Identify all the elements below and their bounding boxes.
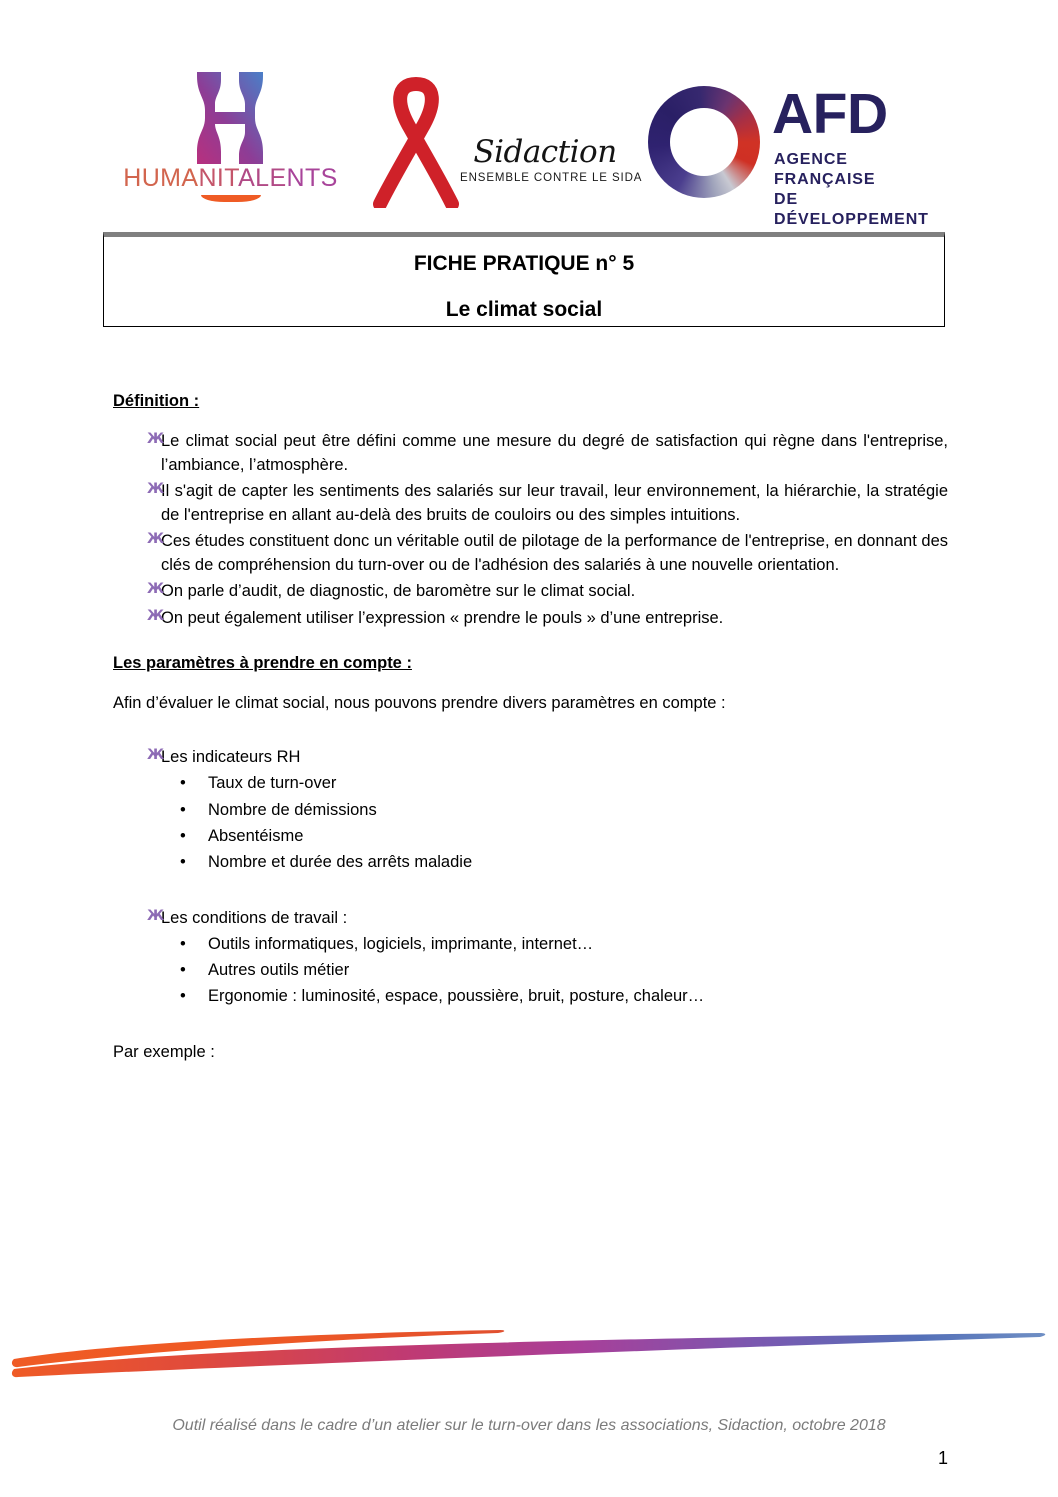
bullet-item: [113, 745, 948, 769]
afd-tagline-line1: AGENCE FRANÇAISE: [774, 151, 876, 188]
list-item: [113, 798, 948, 822]
humanitalents-bullet-icon: Ж: [147, 907, 165, 924]
bullet-text: Les indicateurs RH: [161, 748, 301, 767]
list-item-label: Nombre et durée des arrêts maladie: [208, 852, 473, 871]
bullet-item: [113, 529, 948, 577]
section-heading-definition: Définition :: [113, 392, 200, 410]
footer-swoosh-graphic: [0, 1319, 1058, 1389]
list-item: [113, 958, 948, 982]
list-item: [113, 771, 948, 795]
header-logo-bar: [0, 58, 1058, 228]
bullet-item: [113, 429, 948, 477]
humanitalents-bullet-icon: Ж: [147, 607, 165, 624]
afd-wordmark: AFD: [772, 82, 888, 146]
humanitalents-bullet-icon: Ж: [147, 431, 165, 447]
bullet-dot-icon: •: [180, 800, 186, 819]
afd-tagline: [774, 150, 948, 230]
sidaction-wordmark: Sidaction: [473, 134, 617, 170]
bullet-item: [113, 606, 948, 630]
humanitalents-swoosh-icon: [201, 195, 261, 202]
list-item-label: Ergonomie : luminosité, espace, poussière, bruit, posture, chaleur…: [208, 987, 705, 1005]
bullet-dot-icon: •: [180, 934, 186, 953]
humanitalents-bullet-icon: Ж: [147, 531, 165, 548]
humanitalents-bullet-icon: Ж: [147, 581, 165, 598]
list-item: [113, 932, 948, 956]
bullet-text: On parle d’audit, de diagnostic, de baromètre sur le climat social.: [161, 582, 636, 601]
humanitalents-bullet-icon: Ж: [147, 747, 165, 764]
conditions-travail-group: [113, 906, 948, 930]
parametres-intro-paragraph: Afin d’évaluer le climat social, nous pouvons prendre divers paramètres en compte :: [113, 693, 726, 712]
afd-ring-icon: [648, 86, 760, 198]
document-content: [113, 392, 948, 1065]
bullet-dot-icon: •: [180, 960, 186, 979]
bullet-item: [113, 479, 948, 527]
list-item: [113, 984, 948, 1008]
footer-caption: Outil réalisé dans le cadre d’un atelier sur le turn-over dans les associations, Sidaction, octobre 2018: [172, 1417, 886, 1434]
page-number: 1: [937, 1448, 948, 1468]
humanitalents-bullet-icon: Ж: [147, 481, 165, 498]
list-item-label: Nombre de démissions: [208, 800, 377, 819]
bullet-text: Il s'agit de capter les sentiments des salariés sur leur travail, leur environnement, la hiérarchie, la stratégie de l'entreprise en allant au-delà des bruits de couloirs ou des simples intuitions.: [161, 482, 948, 525]
humanitalents-wordmark: HUMANITALENTS: [123, 164, 338, 192]
humanitalents-h-icon: [191, 72, 269, 164]
fiche-title-number: FICHE PRATIQUE n° 5: [413, 252, 635, 275]
bullet-text: Ces études constituent donc un véritable outil de pilotage de la performance de l'entreprise, en donnant des clés de compréhension du turn-over ou de l'adhésion des salariés à une nouvelle orientation.: [161, 532, 948, 575]
par-exemple-paragraph: Par exemple :: [113, 1043, 215, 1062]
bullet-dot-icon: •: [180, 774, 186, 793]
sidaction-logo: [360, 72, 643, 212]
bullet-dot-icon: •: [180, 852, 186, 871]
sidaction-tagline: ENSEMBLE CONTRE LE SIDA: [460, 172, 643, 184]
list-item-label: Outils informatiques, logiciels, imprimante, internet…: [208, 934, 594, 953]
indicateurs-rh-group: [113, 745, 948, 769]
fiche-title-subject: Le climat social: [445, 298, 603, 321]
humanitalents-logo: [113, 68, 348, 208]
afd-tagline-line2: DE DÉVELOPPEMENT: [774, 191, 929, 228]
indicateurs-rh-sub-list: [113, 771, 948, 873]
aids-ribbon-icon: [360, 72, 472, 208]
list-item-label: Taux de turn-over: [208, 774, 337, 793]
bullet-dot-icon: •: [180, 987, 186, 1005]
bullet-text: Le climat social peut être défini comme une mesure du degré de satisfaction qui règne dans l'entreprise, l’ambiance, l’atmosphère.: [161, 432, 948, 475]
afd-logo: [648, 78, 948, 228]
conditions-travail-sub-list: [113, 932, 948, 1008]
fiche-title-box: [103, 232, 945, 327]
bullet-item: [113, 906, 948, 930]
list-item: [113, 824, 948, 848]
list-item-label: Absentéisme: [208, 826, 304, 845]
bullet-text: On peut également utiliser l’expression « prendre le pouls » d’une entreprise.: [161, 608, 724, 627]
bullet-item: [113, 579, 948, 603]
list-item: [113, 850, 948, 874]
section-heading-parametres: Les paramètres à prendre en compte :: [113, 653, 412, 672]
list-item-label: Autres outils métier: [208, 960, 350, 979]
definition-bullet-list: [113, 429, 948, 630]
bullet-text: Les conditions de travail :: [161, 908, 348, 927]
bullet-dot-icon: •: [180, 826, 186, 845]
